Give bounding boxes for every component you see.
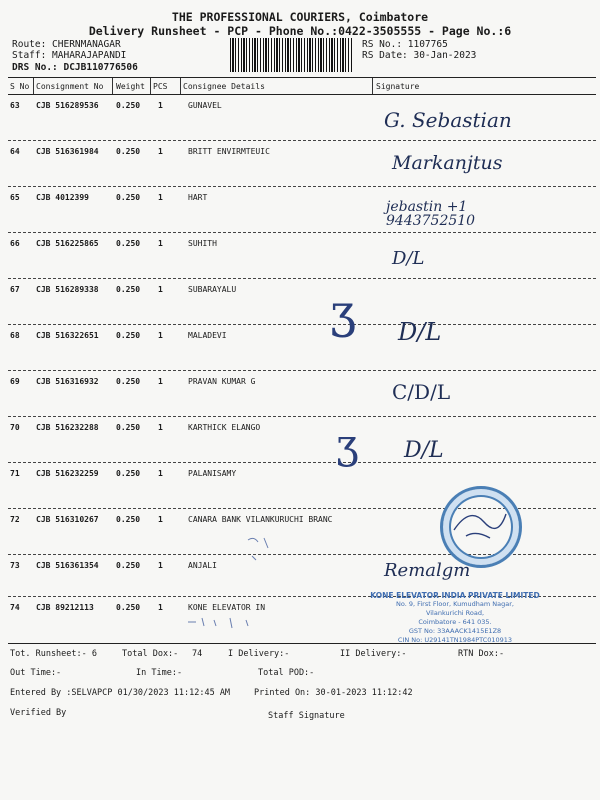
row-signature: D/L — [398, 318, 442, 346]
row-weight: 0.250 — [116, 285, 141, 294]
pencil-mark — [186, 612, 266, 632]
row-consignment: CJB 516310267 — [36, 515, 99, 524]
row-sno: 64 — [10, 147, 20, 156]
row-consignment: CJB 516361354 — [36, 561, 99, 570]
round-stamp — [440, 486, 522, 568]
row-consignment: CJB 516289338 — [36, 285, 99, 294]
row-divider — [8, 232, 596, 233]
row-consignee: BRITT ENVIRMTEUIC — [188, 147, 270, 156]
ii-delivery: II Delivery:- — [340, 649, 407, 659]
row-sno: 72 — [10, 515, 20, 524]
row-sno: 66 — [10, 239, 20, 248]
total-dox-value: 74 — [192, 649, 203, 659]
tot-runsheet: Tot. Runsheet:- 6 — [10, 649, 97, 659]
row-weight: 0.250 — [116, 561, 141, 570]
in-time: In Time:- — [136, 668, 183, 678]
col-divider — [112, 78, 113, 94]
col-divider — [150, 78, 151, 94]
stamp-signature-scribble — [440, 486, 516, 562]
out-time: Out Time:- — [10, 668, 62, 678]
row-sno: 70 — [10, 423, 20, 432]
staff-label: Staff: MAHARAJAPANDI — [12, 50, 127, 61]
row-weight: 0.250 — [116, 469, 141, 478]
row-consignee: ANJALI — [188, 561, 217, 570]
col-divider — [180, 78, 181, 94]
company-seal — [360, 591, 550, 645]
col-divider — [33, 78, 34, 94]
row-consignee: GUNAVEL — [188, 101, 222, 110]
row-divider — [8, 278, 596, 279]
rs-date: RS Date: 30-Jan-2023 — [362, 50, 477, 61]
row-sno: 69 — [10, 377, 20, 386]
row-signature: Remalgm — [384, 560, 471, 581]
row-consignee: KARTHICK ELANGO — [188, 423, 261, 432]
row-consignee: PALANISAMY — [188, 469, 237, 478]
row-sno: 68 — [10, 331, 20, 340]
row-signature: jebastin +1 9443752510 — [386, 199, 476, 229]
verified-by: Verified By — [10, 708, 67, 718]
row-signature: D/L — [392, 248, 425, 269]
row-weight: 0.250 — [116, 193, 141, 202]
printed-on: Printed On: 30-01-2023 11:12:42 — [254, 688, 413, 698]
row-consignment: CJB 516289536 — [36, 101, 99, 110]
row-consignee: HART — [188, 193, 208, 202]
seal-gst: GST No: 33AAACK1415E1Z8 — [408, 627, 502, 635]
route-label: Route: CHERNMANAGAR — [12, 39, 121, 50]
row-weight: 0.250 — [116, 331, 141, 340]
row-consignment: CJB 516232259 — [36, 469, 99, 478]
runsheet-title: Delivery Runsheet - PCP - Phone No.:0422-3505555 - Page No.:6 — [88, 24, 512, 38]
total-dox-label: Total Dox:- — [122, 649, 179, 659]
row-consignee: PRAVAN KUMAR G — [188, 377, 256, 386]
row-consignee: MALADEVI — [188, 331, 227, 340]
row-weight: 0.250 — [116, 239, 141, 248]
rtn-dox: RTN Dox:- — [458, 649, 505, 659]
row-sno: 74 — [10, 603, 20, 612]
row-weight: 0.250 — [116, 377, 141, 386]
row-pcs: 1 — [158, 331, 163, 340]
row-weight: 0.250 — [116, 101, 141, 110]
col-consignment: Consignment No — [36, 82, 104, 91]
row-divider — [8, 324, 596, 325]
row-divider — [8, 186, 596, 187]
col-consignee: Consignee Details — [183, 82, 265, 91]
entered-by: Entered By :SELVAPCP 01/30/2023 11:12:45 AM — [10, 688, 231, 698]
table-bottom-border — [8, 643, 596, 644]
handwritten-mark: ʒ — [330, 284, 356, 338]
row-consignment: CJB 89212113 — [36, 603, 94, 612]
row-consignee: SUBARAYALU — [188, 285, 237, 294]
row-pcs: 1 — [158, 239, 163, 248]
row-consignment: CJB 516361984 — [36, 147, 99, 156]
row-divider — [8, 140, 596, 141]
seal-address-line: Coimbatore - 641 035. — [418, 618, 492, 626]
handwritten-mark: ʒ — [336, 422, 359, 468]
row-consignee: CANARA BANK VILANKURUCHI BRANC — [188, 515, 333, 524]
table-top-border — [8, 77, 596, 78]
row-divider — [8, 370, 596, 371]
row-pcs: 1 — [158, 147, 163, 156]
row-consignee: KONE ELEVATOR IN — [188, 603, 266, 612]
row-weight: 0.250 — [116, 603, 141, 612]
seal-company-name: KONE ELEVATOR INDIA PRIVATE LIMITED — [370, 591, 540, 600]
col-signature: Signature — [376, 82, 420, 91]
row-consignment: CJB 516322651 — [36, 331, 99, 340]
total-pod: Total POD:- — [258, 668, 315, 678]
row-consignment: CJB 4012399 — [36, 193, 89, 202]
row-weight: 0.250 — [116, 147, 141, 156]
row-divider — [8, 416, 596, 417]
i-delivery: I Delivery:- — [228, 649, 290, 659]
row-sno: 67 — [10, 285, 20, 294]
row-pcs: 1 — [158, 193, 163, 202]
row-sno: 65 — [10, 193, 20, 202]
header-bottom-border — [8, 94, 596, 95]
row-weight: 0.250 — [116, 515, 141, 524]
row-consignment: CJB 516232288 — [36, 423, 99, 432]
row-pcs: 1 — [158, 423, 163, 432]
rs-number: RS No.: 1107765 — [362, 39, 448, 50]
seal-address-line: No. 9, First Floor, Kumudham Nagar, — [395, 600, 514, 608]
col-sno: S No — [10, 82, 30, 91]
row-consignment: CJB 516225865 — [36, 239, 99, 248]
row-consignment: CJB 516316932 — [36, 377, 99, 386]
row-sno: 63 — [10, 101, 20, 110]
row-pcs: 1 — [158, 101, 163, 110]
row-pcs: 1 — [158, 561, 163, 570]
seal-address-line: Vilankurichi Road, — [425, 609, 485, 617]
row-divider — [8, 462, 596, 463]
pencil-mark — [244, 534, 284, 564]
row-signature: G. Sebastian — [384, 108, 512, 132]
row-pcs: 1 — [158, 603, 163, 612]
col-divider — [372, 78, 373, 94]
row-sno: 73 — [10, 561, 20, 570]
col-pcs: PCS — [153, 82, 168, 91]
col-weight: Weight — [116, 82, 145, 91]
row-pcs: 1 — [158, 515, 163, 524]
row-weight: 0.250 — [116, 423, 141, 432]
seal-cin: CIN No: U29141TN1984PTC010913 — [397, 636, 513, 644]
company-title: THE PROFESSIONAL COURIERS, Coimbatore — [171, 10, 429, 24]
row-consignee: SUHITH — [188, 239, 217, 248]
barcode-image — [230, 38, 352, 72]
row-signature: C/D/L — [392, 380, 451, 404]
row-pcs: 1 — [158, 285, 163, 294]
row-signature: Markanjtus — [392, 152, 503, 174]
row-pcs: 1 — [158, 469, 163, 478]
staff-signature-label: Staff Signature — [268, 711, 345, 721]
row-pcs: 1 — [158, 377, 163, 386]
row-signature: D/L — [404, 438, 444, 463]
drs-number: DRS No.: DCJB110776506 — [12, 62, 138, 73]
row-sno: 71 — [10, 469, 20, 478]
